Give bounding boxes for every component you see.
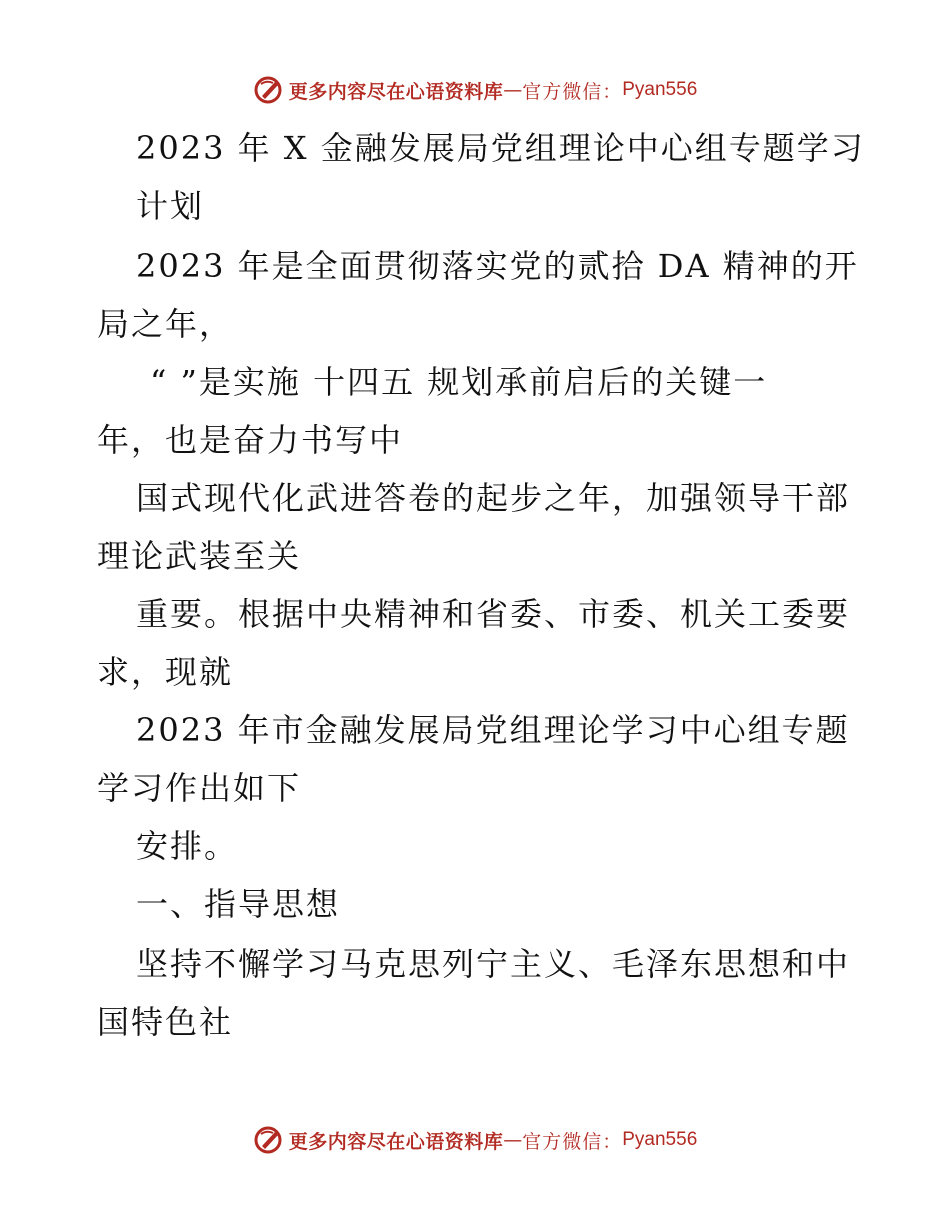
- title-line-1: 2023 年 X 金融发展局党组理论中心组专题学习: [136, 129, 865, 167]
- paragraph-line: 重要。根据中央精神和省委、市委、机关工委要: [136, 595, 851, 633]
- paragraph-line: 求，现就: [97, 653, 234, 691]
- paragraph-line: 国式现代化武进答卷的起步之年，加强领导干部: [136, 479, 851, 517]
- footer-watermark-banner: [0, 1120, 950, 1160]
- paragraph-line: “ ”是实施 十四五 规划承前启后的关键一: [150, 363, 768, 401]
- brand-logo-icon: [253, 1124, 285, 1156]
- paragraph-line: 安排。: [136, 827, 239, 865]
- paragraph-line: 年，也是奋力书写中: [97, 421, 404, 459]
- section-heading: 一、指导思想: [136, 885, 341, 923]
- brand-logo-icon: [253, 74, 285, 106]
- paragraph-line: 局之年，: [97, 305, 234, 343]
- paragraph-line: 理论武装至关: [97, 537, 302, 575]
- watermark-wechat-id: Pyan556: [622, 79, 698, 100]
- watermark-wechat-id: Pyan556: [622, 1129, 698, 1150]
- watermark-wechat-label: 官方微信：: [522, 1130, 623, 1153]
- paragraph-line: 坚持不懈学习马克思列宁主义、毛泽东思想和中: [136, 945, 851, 983]
- header-watermark-banner: [0, 70, 950, 110]
- paragraph-line: 2023 年市金融发展局党组理论学习中心组专题: [136, 711, 850, 749]
- watermark-text: 更多内容尽在心语资料库: [288, 80, 504, 103]
- paragraph-line: 国特色社: [97, 1003, 234, 1041]
- title-line-2: 计划: [136, 187, 205, 225]
- paragraph-line: 2023 年是全面贯彻落实党的贰拾 DA 精神的开: [136, 247, 859, 285]
- watermark-text: 更多内容尽在心语资料库: [288, 1130, 504, 1153]
- watermark-dash: —: [503, 1129, 523, 1151]
- watermark-dash: —: [503, 79, 523, 101]
- paragraph-line: 学习作出如下: [97, 769, 302, 807]
- watermark-wechat-label: 官方微信：: [522, 80, 623, 103]
